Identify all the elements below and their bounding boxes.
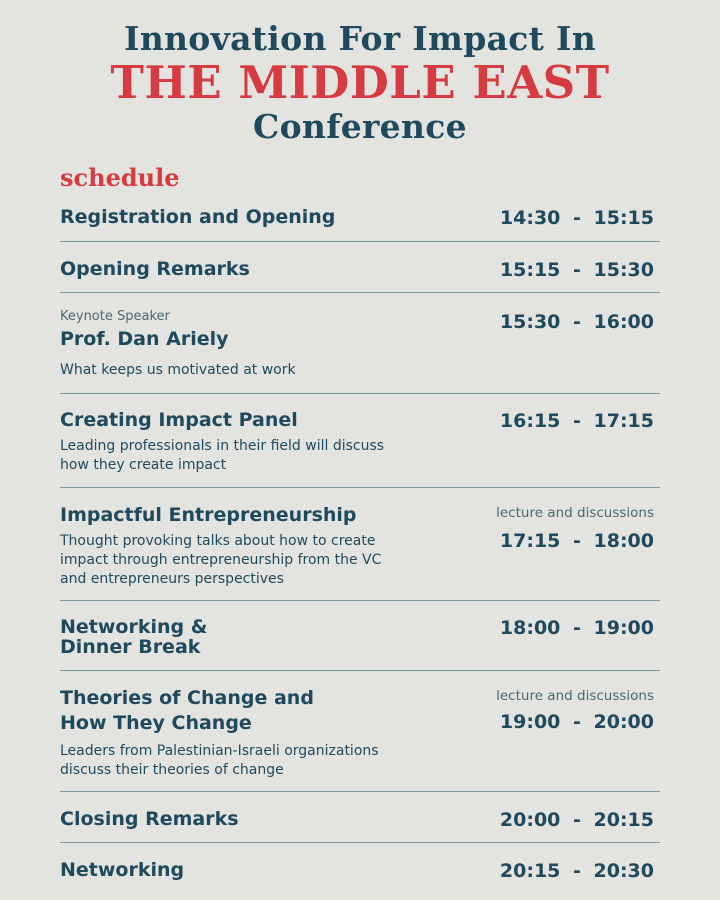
title-line-2: THE MIDDLE EAST — [110, 56, 610, 109]
item-pretitle: Keynote Speaker — [60, 309, 170, 324]
item-format: lecture and discussions — [496, 688, 654, 704]
item-time: 17:15 - 18:00 — [499, 530, 654, 552]
item-title: Closing Remarks — [60, 808, 239, 830]
schedule-item-registration — [60, 207, 660, 227]
item-time: 19:00 - 20:00 — [499, 711, 654, 733]
item-title-line: How They Change — [60, 712, 252, 734]
item-description-line: Leaders from Palestinian-Israeli organizations — [60, 743, 379, 759]
schedule-item-theories-of-change — [60, 688, 660, 780]
item-time: 20:00 - 20:15 — [499, 809, 654, 831]
schedule-item-entrepreneurship — [60, 505, 660, 589]
schedule-item-keynote — [60, 309, 660, 380]
item-title: Opening Remarks — [60, 258, 250, 280]
item-title: Creating Impact Panel — [60, 409, 298, 431]
item-description: What keeps us motivated at work — [60, 362, 296, 378]
item-description-line: impact through entrepreneurship from the VC — [60, 552, 382, 568]
poster-header — [0, 0, 720, 146]
item-description-line: Thought provoking talks about how to create — [60, 533, 376, 549]
title-line-1: Innovation For Impact In — [123, 19, 597, 58]
title-line-3: Conference — [253, 107, 467, 146]
item-time: 15:15 - 15:30 — [499, 259, 654, 281]
divider — [60, 600, 660, 601]
divider — [60, 487, 660, 488]
schedule-heading: schedule — [60, 163, 180, 192]
item-title-line: Networking & — [60, 616, 208, 638]
item-description-line: and entrepreneurs perspectives — [60, 571, 284, 587]
item-time: 14:30 - 15:15 — [499, 207, 654, 229]
item-time: 15:30 - 16:00 — [499, 311, 654, 333]
item-description-line: Leading professionals in their field will discuss — [60, 438, 385, 454]
schedule-item-dinner-break — [60, 617, 660, 657]
divider — [60, 791, 660, 792]
item-format: lecture and discussions — [496, 505, 654, 521]
item-title-line: Theories of Change and — [60, 687, 314, 709]
schedule-item-closing-remarks — [60, 809, 660, 829]
schedule-item-networking — [60, 860, 660, 880]
divider — [60, 393, 660, 394]
item-time: 16:15 - 17:15 — [499, 410, 654, 432]
item-time: 18:00 - 19:00 — [499, 617, 654, 639]
item-title: Impactful Entrepreneurship — [60, 504, 357, 526]
item-description-line: discuss their theories of change — [60, 762, 284, 778]
divider — [60, 241, 660, 242]
divider — [60, 292, 660, 293]
schedule-item-opening-remarks — [60, 259, 660, 279]
item-title: Networking — [60, 859, 185, 881]
divider — [60, 670, 660, 671]
schedule-item-impact-panel — [60, 410, 660, 475]
item-title-line: Dinner Break — [60, 636, 201, 658]
item-time: 20:15 - 20:30 — [499, 860, 654, 882]
divider — [60, 842, 660, 843]
item-title: Registration and Opening — [60, 206, 336, 228]
item-description-line: how they create impact — [60, 457, 227, 473]
item-title: Prof. Dan Ariely — [60, 328, 229, 350]
